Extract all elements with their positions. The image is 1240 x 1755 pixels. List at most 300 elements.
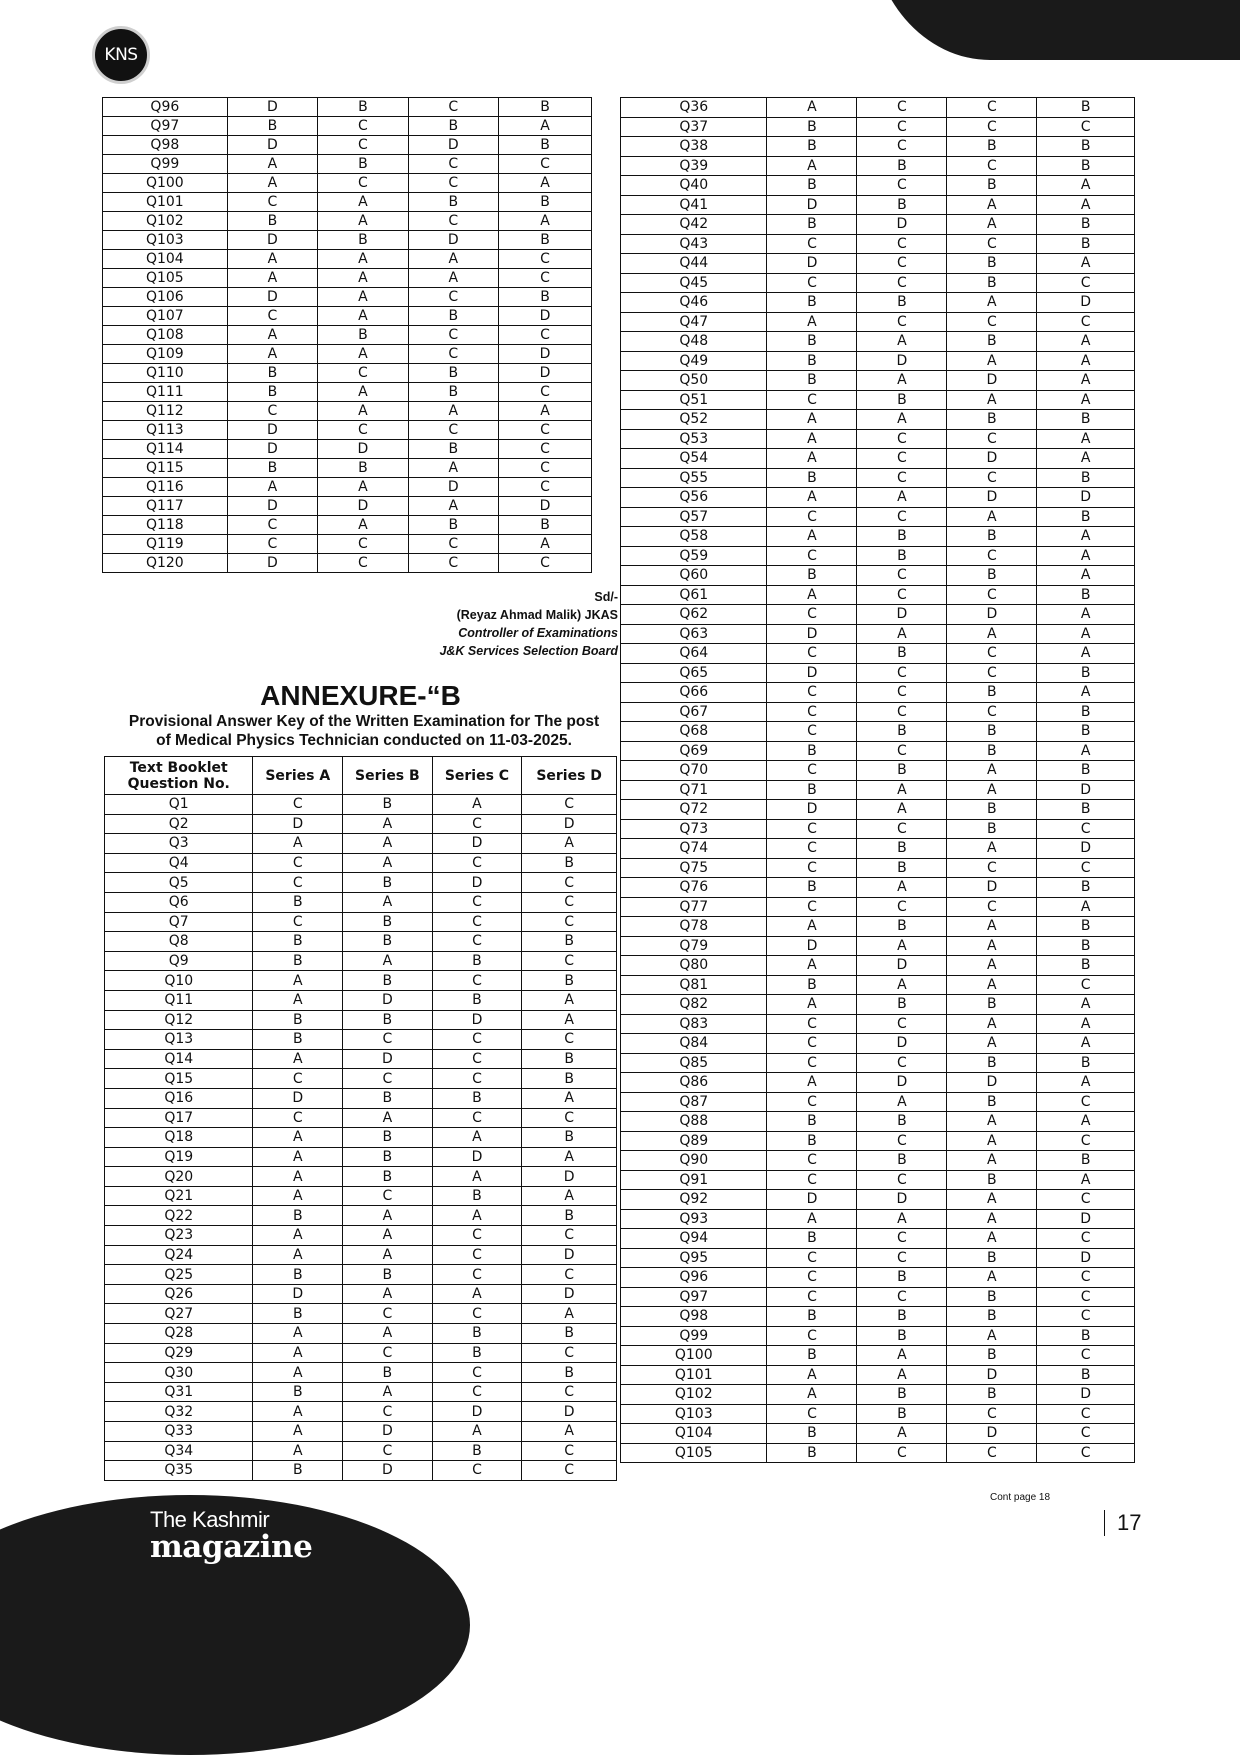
answer-cell: A bbox=[253, 1402, 343, 1422]
table-row bbox=[105, 1324, 617, 1344]
answer-cell: C bbox=[947, 1443, 1037, 1463]
answer-cell: B bbox=[499, 98, 592, 117]
answer-cell: D bbox=[767, 195, 857, 215]
logo-text: KNS bbox=[104, 45, 138, 65]
answer-cell: C bbox=[408, 174, 498, 193]
answer-cell: D bbox=[1037, 488, 1135, 508]
answer-cell: B bbox=[857, 1385, 947, 1405]
header-question-no: Text Booklet Question No. bbox=[105, 757, 253, 795]
question-number-cell: Q46 bbox=[621, 293, 767, 313]
answer-cell: A bbox=[947, 761, 1037, 781]
question-number-cell: Q96 bbox=[103, 98, 228, 117]
table-row bbox=[621, 644, 1135, 664]
answer-cell: C bbox=[318, 364, 408, 383]
table-row bbox=[621, 1209, 1135, 1229]
answer-cell: B bbox=[227, 383, 317, 402]
question-number-cell: Q1 bbox=[105, 795, 253, 815]
answer-cell: A bbox=[499, 117, 592, 136]
question-number-cell: Q36 bbox=[621, 98, 767, 118]
question-number-cell: Q115 bbox=[103, 459, 228, 478]
question-number-cell: Q44 bbox=[621, 254, 767, 274]
table-row bbox=[103, 136, 592, 155]
table-row bbox=[621, 1424, 1135, 1444]
table-row bbox=[103, 402, 592, 421]
header-series-d: Series D bbox=[522, 757, 617, 795]
answer-cell: B bbox=[767, 176, 857, 196]
question-number-cell: Q65 bbox=[621, 663, 767, 683]
answer-cell: B bbox=[432, 1088, 522, 1108]
table-row bbox=[621, 254, 1135, 274]
answer-cell: C bbox=[767, 1053, 857, 1073]
answer-cell: C bbox=[767, 507, 857, 527]
answer-cell: D bbox=[1037, 1385, 1135, 1405]
answer-cell: A bbox=[767, 1209, 857, 1229]
answer-cell: A bbox=[857, 975, 947, 995]
table-header-row bbox=[105, 757, 617, 795]
question-number-cell: Q4 bbox=[105, 853, 253, 873]
answer-cell: B bbox=[343, 1147, 433, 1167]
answer-cell: A bbox=[1037, 1170, 1135, 1190]
answer-cell: D bbox=[408, 231, 498, 250]
answer-cell: A bbox=[1037, 624, 1135, 644]
table-row bbox=[621, 839, 1135, 859]
answer-cell: D bbox=[499, 497, 592, 516]
answer-cell: C bbox=[318, 174, 408, 193]
answer-cell: B bbox=[767, 878, 857, 898]
table-row bbox=[621, 371, 1135, 391]
annexure-title: ANNEXURE-“B bbox=[260, 680, 461, 711]
answer-cell: D bbox=[343, 1049, 433, 1069]
answer-cell: C bbox=[767, 1092, 857, 1112]
table-row bbox=[105, 834, 617, 854]
question-number-cell: Q72 bbox=[621, 800, 767, 820]
question-number-cell: Q104 bbox=[621, 1424, 767, 1444]
question-number-cell: Q83 bbox=[621, 1014, 767, 1034]
answer-cell: D bbox=[767, 800, 857, 820]
answer-cell: A bbox=[767, 1073, 857, 1093]
answer-cell: C bbox=[857, 273, 947, 293]
question-number-cell: Q89 bbox=[621, 1131, 767, 1151]
answer-cell: C bbox=[947, 98, 1037, 118]
answer-cell: D bbox=[318, 497, 408, 516]
answer-cell: A bbox=[857, 1365, 947, 1385]
table-row bbox=[105, 1167, 617, 1187]
answer-cell: B bbox=[408, 193, 498, 212]
answer-cell: A bbox=[1037, 176, 1135, 196]
answer-cell: C bbox=[408, 212, 498, 231]
answer-cell: C bbox=[767, 273, 857, 293]
table-row bbox=[621, 722, 1135, 742]
question-number-cell: Q54 bbox=[621, 449, 767, 469]
answer-cell: C bbox=[343, 1343, 433, 1363]
question-number-cell: Q2 bbox=[105, 814, 253, 834]
question-number-cell: Q78 bbox=[621, 917, 767, 937]
answer-cell: A bbox=[522, 834, 617, 854]
question-number-cell: Q53 bbox=[621, 429, 767, 449]
question-number-cell: Q105 bbox=[621, 1443, 767, 1463]
answer-cell: B bbox=[343, 1363, 433, 1383]
answer-cell: D bbox=[1037, 293, 1135, 313]
answer-cell: C bbox=[408, 345, 498, 364]
answer-cell: A bbox=[947, 215, 1037, 235]
answer-cell: A bbox=[343, 853, 433, 873]
question-number-cell: Q102 bbox=[621, 1385, 767, 1405]
answer-cell: C bbox=[499, 326, 592, 345]
question-number-cell: Q38 bbox=[621, 137, 767, 157]
answer-cell: C bbox=[857, 683, 947, 703]
answer-cell: C bbox=[499, 459, 592, 478]
answer-cell: A bbox=[318, 250, 408, 269]
answer-cell: A bbox=[947, 1112, 1037, 1132]
table-row bbox=[103, 117, 592, 136]
answer-cell: B bbox=[408, 516, 498, 535]
table-row bbox=[621, 195, 1135, 215]
table-row bbox=[105, 1206, 617, 1226]
answer-cell: D bbox=[499, 345, 592, 364]
table-row bbox=[103, 250, 592, 269]
answer-cell: C bbox=[767, 702, 857, 722]
answer-cell: A bbox=[947, 1268, 1037, 1288]
answer-cell: C bbox=[857, 566, 947, 586]
answer-cell: C bbox=[432, 912, 522, 932]
question-number-cell: Q21 bbox=[105, 1186, 253, 1206]
answer-cell: B bbox=[857, 858, 947, 878]
answer-cell: A bbox=[1037, 605, 1135, 625]
table-row bbox=[621, 780, 1135, 800]
question-number-cell: Q98 bbox=[103, 136, 228, 155]
answer-cell: C bbox=[522, 795, 617, 815]
question-number-cell: Q43 bbox=[621, 234, 767, 254]
question-number-cell: Q29 bbox=[105, 1343, 253, 1363]
answer-cell: B bbox=[499, 136, 592, 155]
table-row bbox=[103, 516, 592, 535]
answer-cell: C bbox=[522, 1030, 617, 1050]
answer-cell: A bbox=[343, 1245, 433, 1265]
answer-cell: B bbox=[947, 254, 1037, 274]
answer-cell: B bbox=[947, 273, 1037, 293]
table-row bbox=[105, 1069, 617, 1089]
answer-cell: B bbox=[227, 459, 317, 478]
table-row bbox=[621, 176, 1135, 196]
table-row bbox=[621, 449, 1135, 469]
answer-cell: A bbox=[857, 1092, 947, 1112]
question-number-cell: Q117 bbox=[103, 497, 228, 516]
question-number-cell: Q102 bbox=[103, 212, 228, 231]
answer-cell: C bbox=[499, 155, 592, 174]
answer-cell: B bbox=[1037, 156, 1135, 176]
table-row bbox=[621, 663, 1135, 683]
answer-cell: A bbox=[1037, 995, 1135, 1015]
answer-cell: A bbox=[857, 1424, 947, 1444]
answer-cell: B bbox=[947, 741, 1037, 761]
answer-cell: D bbox=[253, 1284, 343, 1304]
answer-cell: C bbox=[857, 312, 947, 332]
answer-cell: B bbox=[1037, 507, 1135, 527]
answer-cell: A bbox=[227, 250, 317, 269]
answer-cell: B bbox=[1037, 722, 1135, 742]
answer-cell: B bbox=[1037, 702, 1135, 722]
table-row bbox=[621, 332, 1135, 352]
answer-cell: B bbox=[432, 990, 522, 1010]
question-number-cell: Q9 bbox=[105, 951, 253, 971]
question-number-cell: Q27 bbox=[105, 1304, 253, 1324]
answer-cell: B bbox=[1037, 936, 1135, 956]
answer-cell: B bbox=[767, 1131, 857, 1151]
kns-logo bbox=[92, 26, 150, 84]
answer-cell: C bbox=[857, 234, 947, 254]
question-number-cell: Q15 bbox=[105, 1069, 253, 1089]
table-row bbox=[103, 554, 592, 573]
answer-cell: C bbox=[432, 1108, 522, 1128]
answer-cell: C bbox=[857, 819, 947, 839]
question-number-cell: Q96 bbox=[621, 1268, 767, 1288]
answer-cell: C bbox=[253, 853, 343, 873]
table-row bbox=[105, 912, 617, 932]
table-row bbox=[103, 155, 592, 174]
answer-cell: C bbox=[253, 873, 343, 893]
answer-cell: C bbox=[432, 892, 522, 912]
question-number-cell: Q23 bbox=[105, 1226, 253, 1246]
answer-cell: A bbox=[227, 326, 317, 345]
answer-cell: C bbox=[343, 1186, 433, 1206]
table-row bbox=[103, 326, 592, 345]
table-row bbox=[621, 1287, 1135, 1307]
question-number-cell: Q51 bbox=[621, 390, 767, 410]
answer-cell: C bbox=[432, 1304, 522, 1324]
answer-cell: D bbox=[522, 1167, 617, 1187]
question-number-cell: Q105 bbox=[103, 269, 228, 288]
table-row bbox=[105, 951, 617, 971]
answer-cell: B bbox=[253, 951, 343, 971]
question-number-cell: Q13 bbox=[105, 1030, 253, 1050]
answer-cell: A bbox=[767, 410, 857, 430]
answer-cell: A bbox=[767, 527, 857, 547]
answer-cell: B bbox=[343, 1265, 433, 1285]
answer-cell: B bbox=[253, 1265, 343, 1285]
answer-cell: C bbox=[857, 468, 947, 488]
answer-cell: A bbox=[947, 624, 1037, 644]
annexure-subtitle bbox=[104, 712, 624, 750]
answer-cell: C bbox=[767, 390, 857, 410]
table-row bbox=[621, 293, 1135, 313]
question-number-cell: Q81 bbox=[621, 975, 767, 995]
answer-cell: D bbox=[408, 136, 498, 155]
answer-cell: A bbox=[432, 1206, 522, 1226]
answer-cell: B bbox=[947, 137, 1037, 157]
table-row bbox=[621, 1151, 1135, 1171]
answer-cell: B bbox=[947, 410, 1037, 430]
answer-cell: B bbox=[767, 1346, 857, 1366]
table-row bbox=[621, 527, 1135, 547]
table-row bbox=[621, 410, 1135, 430]
question-number-cell: Q90 bbox=[621, 1151, 767, 1171]
table-row bbox=[105, 1422, 617, 1442]
answer-cell: C bbox=[1037, 1131, 1135, 1151]
answer-cell: A bbox=[947, 975, 1037, 995]
question-number-cell: Q97 bbox=[621, 1287, 767, 1307]
table-row bbox=[621, 956, 1135, 976]
answer-cell: C bbox=[857, 702, 947, 722]
answer-cell: B bbox=[947, 1248, 1037, 1268]
table-row bbox=[103, 364, 592, 383]
question-number-cell: Q104 bbox=[103, 250, 228, 269]
answer-cell: C bbox=[1037, 1404, 1135, 1424]
answer-cell: D bbox=[857, 956, 947, 976]
answer-cell: B bbox=[253, 892, 343, 912]
answer-cell: B bbox=[522, 1206, 617, 1226]
answer-cell: A bbox=[408, 459, 498, 478]
answer-cell: B bbox=[767, 741, 857, 761]
answer-cell: B bbox=[408, 440, 498, 459]
answer-cell: C bbox=[318, 117, 408, 136]
answer-cell: C bbox=[947, 897, 1037, 917]
answer-cell: B bbox=[522, 1363, 617, 1383]
question-number-cell: Q17 bbox=[105, 1108, 253, 1128]
answer-cell: B bbox=[1037, 878, 1135, 898]
answer-cell: C bbox=[767, 1151, 857, 1171]
answer-key-table-right bbox=[620, 97, 1135, 1463]
answer-cell: C bbox=[1037, 1424, 1135, 1444]
question-number-cell: Q94 bbox=[621, 1229, 767, 1249]
answer-cell: C bbox=[318, 136, 408, 155]
answer-cell: A bbox=[947, 195, 1037, 215]
table-row bbox=[105, 1030, 617, 1050]
answer-cell: C bbox=[343, 1441, 433, 1461]
answer-cell: B bbox=[253, 932, 343, 952]
question-number-cell: Q5 bbox=[105, 873, 253, 893]
answer-cell: A bbox=[253, 1226, 343, 1246]
answer-cell: C bbox=[1037, 1346, 1135, 1366]
answer-cell: B bbox=[522, 1324, 617, 1344]
table-row bbox=[621, 390, 1135, 410]
question-number-cell: Q109 bbox=[103, 345, 228, 364]
answer-cell: D bbox=[343, 1422, 433, 1442]
signature-name: (Reyaz Ahmad Malik) JKAS bbox=[456, 608, 618, 622]
answer-cell: C bbox=[1037, 117, 1135, 137]
answer-cell: B bbox=[1037, 215, 1135, 235]
answer-cell: C bbox=[857, 1287, 947, 1307]
answer-cell: A bbox=[1037, 741, 1135, 761]
answer-cell: C bbox=[227, 307, 317, 326]
table-row bbox=[621, 273, 1135, 293]
answer-cell: C bbox=[767, 546, 857, 566]
table-row bbox=[621, 1385, 1135, 1405]
answer-cell: D bbox=[1037, 1209, 1135, 1229]
answer-cell: A bbox=[857, 936, 947, 956]
answer-cell: B bbox=[432, 1324, 522, 1344]
answer-cell: C bbox=[1037, 312, 1135, 332]
answer-cell: A bbox=[947, 917, 1037, 937]
table-row bbox=[105, 932, 617, 952]
question-number-cell: Q71 bbox=[621, 780, 767, 800]
answer-cell: C bbox=[857, 1229, 947, 1249]
answer-cell: C bbox=[1037, 858, 1135, 878]
answer-cell: A bbox=[227, 478, 317, 497]
answer-cell: A bbox=[767, 488, 857, 508]
answer-cell: C bbox=[947, 644, 1037, 664]
table-row bbox=[621, 566, 1135, 586]
answer-cell: B bbox=[857, 1404, 947, 1424]
answer-cell: A bbox=[947, 507, 1037, 527]
answer-cell: B bbox=[408, 383, 498, 402]
answer-cell: A bbox=[1037, 254, 1135, 274]
signature-sd: Sd/- bbox=[594, 590, 618, 604]
answer-cell: C bbox=[1037, 1092, 1135, 1112]
answer-cell: C bbox=[767, 761, 857, 781]
answer-cell: C bbox=[253, 1069, 343, 1089]
question-number-cell: Q116 bbox=[103, 478, 228, 497]
answer-cell: D bbox=[432, 1010, 522, 1030]
answer-cell: A bbox=[318, 288, 408, 307]
question-number-cell: Q119 bbox=[103, 535, 228, 554]
answer-cell: B bbox=[947, 566, 1037, 586]
question-number-cell: Q110 bbox=[103, 364, 228, 383]
table-row bbox=[105, 1284, 617, 1304]
answer-cell: B bbox=[343, 971, 433, 991]
answer-cell: D bbox=[857, 1190, 947, 1210]
answer-cell: B bbox=[253, 1382, 343, 1402]
answer-key-table-top-left bbox=[102, 97, 592, 573]
answer-cell: C bbox=[857, 1443, 947, 1463]
answer-cell: A bbox=[343, 1206, 433, 1226]
question-number-cell: Q101 bbox=[103, 193, 228, 212]
answer-cell: C bbox=[408, 98, 498, 117]
answer-cell: A bbox=[947, 936, 1037, 956]
answer-cell: A bbox=[857, 332, 947, 352]
question-number-cell: Q62 bbox=[621, 605, 767, 625]
answer-cell: B bbox=[857, 644, 947, 664]
answer-cell: D bbox=[343, 990, 433, 1010]
answer-cell: B bbox=[408, 117, 498, 136]
answer-cell: A bbox=[408, 497, 498, 516]
question-number-cell: Q87 bbox=[621, 1092, 767, 1112]
table-row bbox=[105, 1343, 617, 1363]
answer-cell: B bbox=[343, 873, 433, 893]
magazine-logo-line2: magazine bbox=[150, 1529, 313, 1565]
table-row bbox=[105, 795, 617, 815]
answer-cell: A bbox=[1037, 546, 1135, 566]
answer-cell: C bbox=[767, 605, 857, 625]
magazine-logo bbox=[150, 1507, 313, 1565]
table-row bbox=[105, 1461, 617, 1481]
answer-cell: B bbox=[767, 566, 857, 586]
question-number-cell: Q50 bbox=[621, 371, 767, 391]
header-series-c: Series C bbox=[432, 757, 522, 795]
table-row bbox=[105, 814, 617, 834]
answer-cell: C bbox=[947, 468, 1037, 488]
table-row bbox=[103, 421, 592, 440]
question-number-cell: Q70 bbox=[621, 761, 767, 781]
answer-cell: A bbox=[522, 1186, 617, 1206]
question-number-cell: Q35 bbox=[105, 1461, 253, 1481]
answer-cell: C bbox=[1037, 975, 1135, 995]
table-row bbox=[103, 174, 592, 193]
answer-cell: A bbox=[253, 1147, 343, 1167]
answer-cell: B bbox=[499, 231, 592, 250]
answer-cell: C bbox=[767, 722, 857, 742]
answer-cell: B bbox=[522, 932, 617, 952]
answer-cell: B bbox=[767, 1307, 857, 1327]
answer-cell: D bbox=[227, 497, 317, 516]
table-row bbox=[103, 98, 592, 117]
question-number-cell: Q101 bbox=[621, 1365, 767, 1385]
answer-cell: A bbox=[857, 488, 947, 508]
answer-cell: A bbox=[947, 1209, 1037, 1229]
question-number-cell: Q76 bbox=[621, 878, 767, 898]
answer-cell: C bbox=[318, 554, 408, 573]
answer-cell: D bbox=[227, 98, 317, 117]
question-number-cell: Q3 bbox=[105, 834, 253, 854]
